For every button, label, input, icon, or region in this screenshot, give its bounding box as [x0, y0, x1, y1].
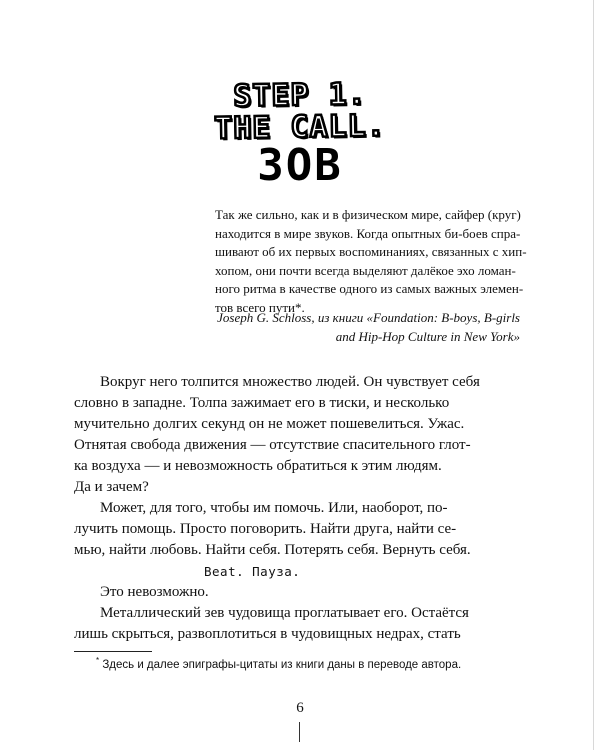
epigraph-line: хопом, они почти всегда выделяют далёкое эхо ломан- [215, 262, 516, 278]
body-line: Это невозможно. [100, 584, 209, 600]
attribution-line: Joseph G. Schloss, из книги «Foundation: B-boys, B-girls [217, 310, 520, 325]
body-line: мью, найти любовь. Найти себя. Потерять себя. Вернуть себя. [74, 542, 471, 558]
body-line: Металлический зев чудовища проглатывает его. Остаётся [100, 605, 469, 621]
body-line: лучить помощь. Просто поговорить. Найти друга, найти се- [74, 521, 457, 537]
chapter-heading-zov: ЗОВ [257, 140, 343, 191]
footnote-marker: * [96, 656, 100, 665]
beat-pause-line: Beat. Пауза. [204, 564, 301, 579]
body-line: ка воздуха — и невозможность обратиться к этим людям. [74, 458, 442, 474]
chapter-heading-step: STEP 1. [232, 76, 368, 115]
epigraph-attribution [215, 308, 520, 346]
epigraph-line: ного ритма в качестве одного из самых важных элемен- [215, 281, 524, 296]
footnote [96, 656, 461, 671]
page-number-tick [299, 722, 300, 742]
epigraph-line: тов всего пути*. [215, 299, 305, 315]
epigraph-line: находится в мире звуков. Когда опытных би-боев спра- [215, 225, 521, 241]
body-line: Да и зачем? [74, 479, 149, 495]
body-line: мучительно долгих секунд он не может пошевелиться. Ужас. [74, 416, 465, 432]
body-line: Отнятая свобода движения — отсутствие спасительного глот- [74, 437, 471, 453]
body-line: лишь скрыться, развоплотиться в чудовищных недрах, стать [74, 626, 461, 642]
epigraph-line: Так же сильно, как и в физическом мире, сайфер (круг) [215, 207, 521, 222]
chapter-heading-the-call: THE CALL. [213, 108, 387, 147]
footnote-text: Здесь и далее эпиграфы-цитаты из книги даны в переводе автора. [102, 658, 462, 671]
body-text [74, 372, 524, 645]
attribution-line: and Hip-Hop Culture in New York» [335, 329, 520, 344]
body-line: словно в западне. Толпа зажимает его в тиски, и несколько [74, 395, 450, 411]
page-number: 6 [296, 700, 304, 716]
body-line: Вокруг него толпится множество людей. Он чувствует себя [100, 374, 480, 390]
footnote-divider [74, 651, 152, 652]
epigraph-line: шивают об их первых воспоминаниях, связанных с хип- [215, 244, 527, 259]
body-line: Может, для того, чтобы им помочь. Или, наоборот, по- [100, 500, 448, 516]
epigraph [215, 206, 527, 317]
